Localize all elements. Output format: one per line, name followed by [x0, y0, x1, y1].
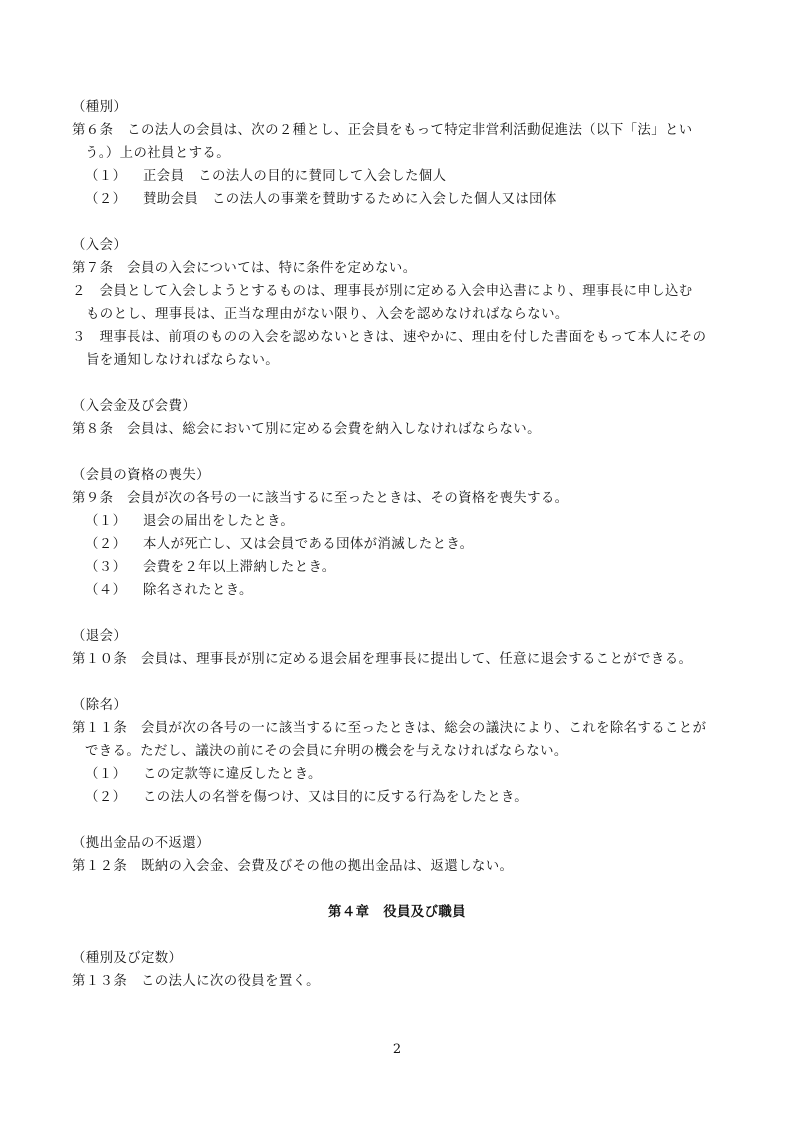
spacer: [72, 211, 722, 234]
list-item: [72, 579, 722, 602]
article-13-text: 第１３条 この法人に次の役員を置く。: [72, 974, 320, 989]
chapter-heading: 第４章 役員及び職員: [328, 904, 466, 920]
list-item: [72, 188, 722, 211]
spacer: [72, 924, 722, 947]
list-item: [72, 510, 722, 533]
item-number: （３）: [85, 560, 127, 575]
item-text: 会費を２年以上滞納したとき。: [143, 560, 336, 575]
article-7-para-3: ３ 理事長は、前項のものの入会を認めないときは、速やかに、理由を付した書面をもって本人にその: [72, 330, 707, 345]
item-number: （２）: [85, 537, 127, 552]
list-item: [72, 763, 722, 786]
article-10-text: 第１０条 会員は、理事長が別に定める退会届を理事長に提出して、任意に退会することができる。: [72, 652, 693, 667]
page-number: 2: [392, 1042, 402, 1057]
spacer: [72, 878, 722, 901]
article-7-heading: （入会）: [72, 238, 128, 253]
spacer: [72, 671, 722, 694]
article-6-text: 第６条 この法人の会員は、次の２種とし、正会員をもって特定非営利活動促進法（以下「法」とい: [72, 123, 693, 138]
item-text: 本人が死亡し、又は会員である団体が消滅したとき。: [143, 537, 474, 552]
spacer: [72, 372, 722, 395]
spacer: [72, 809, 722, 832]
article-9-heading: （会員の資格の喪失）: [72, 468, 210, 483]
item-number: （１）: [85, 514, 127, 529]
item-text: 賛助会員 この法人の事業を賛助するために入会した個人又は団体: [143, 192, 557, 207]
list-item: [72, 533, 722, 556]
article-6-text-cont: う。）上の社員とする。: [85, 146, 230, 161]
article-11-text: 第１１条 会員が次の各号の一に該当するに至ったときは、総会の議決により、これを除名することが: [72, 721, 707, 736]
item-text: 退会の届出をしたとき。: [143, 514, 295, 529]
article-10-heading: （退会）: [72, 629, 128, 644]
article-11-text-cont: できる。ただし、議決の前にその会員に弁明の機会を与えなければならない。: [85, 744, 568, 759]
item-number: （２）: [85, 790, 127, 805]
article-8-heading: （入会金及び会費）: [72, 399, 197, 414]
spacer: [72, 602, 722, 625]
item-text: 正会員 この法人の目的に賛同して入会した個人: [143, 169, 447, 184]
item-number: （４）: [85, 583, 127, 598]
article-6-heading: （種別）: [72, 100, 128, 115]
spacer: [72, 441, 722, 464]
article-13-heading: （種別及び定数）: [72, 951, 183, 966]
article-7-para-3-cont: 旨を通知しなければならない。: [86, 353, 280, 368]
article-8-text: 第８条 会員は、総会において別に定める会費を納入しなければならない。: [72, 422, 541, 437]
item-number: （１）: [85, 767, 127, 782]
article-9-text: 第９条 会員が次の各号の一に該当するに至ったときは、その資格を喪失する。: [72, 491, 569, 506]
article-12-heading: （拠出金品の不返還）: [72, 836, 210, 851]
item-text: この定款等に違反したとき。: [143, 767, 322, 782]
item-number: （１）: [85, 169, 127, 184]
list-item: [72, 556, 722, 579]
item-text: この法人の名誉を傷つけ、又は目的に反する行為をしたとき。: [143, 790, 529, 805]
article-7-text: 第７条 会員の入会については、特に条件を定めない。: [72, 261, 417, 276]
article-11-heading: （除名）: [72, 698, 128, 713]
item-number: （２）: [85, 192, 127, 207]
document-body: [72, 96, 722, 993]
list-item: [72, 165, 722, 188]
article-12-text: 第１２条 既納の入会金、会費及びその他の拠出金品は、返還しない。: [72, 859, 514, 874]
list-item: [72, 786, 722, 809]
article-7-para-2: ２ 会員として入会しようとするものは、理事長が別に定める入会申込書により、理事長に申し込む: [72, 284, 693, 299]
article-7-para-2-cont: ものとし、理事長は、正当な理由がない限り、入会を認めなければならない。: [86, 307, 569, 322]
item-text: 除名されたとき。: [143, 583, 253, 598]
